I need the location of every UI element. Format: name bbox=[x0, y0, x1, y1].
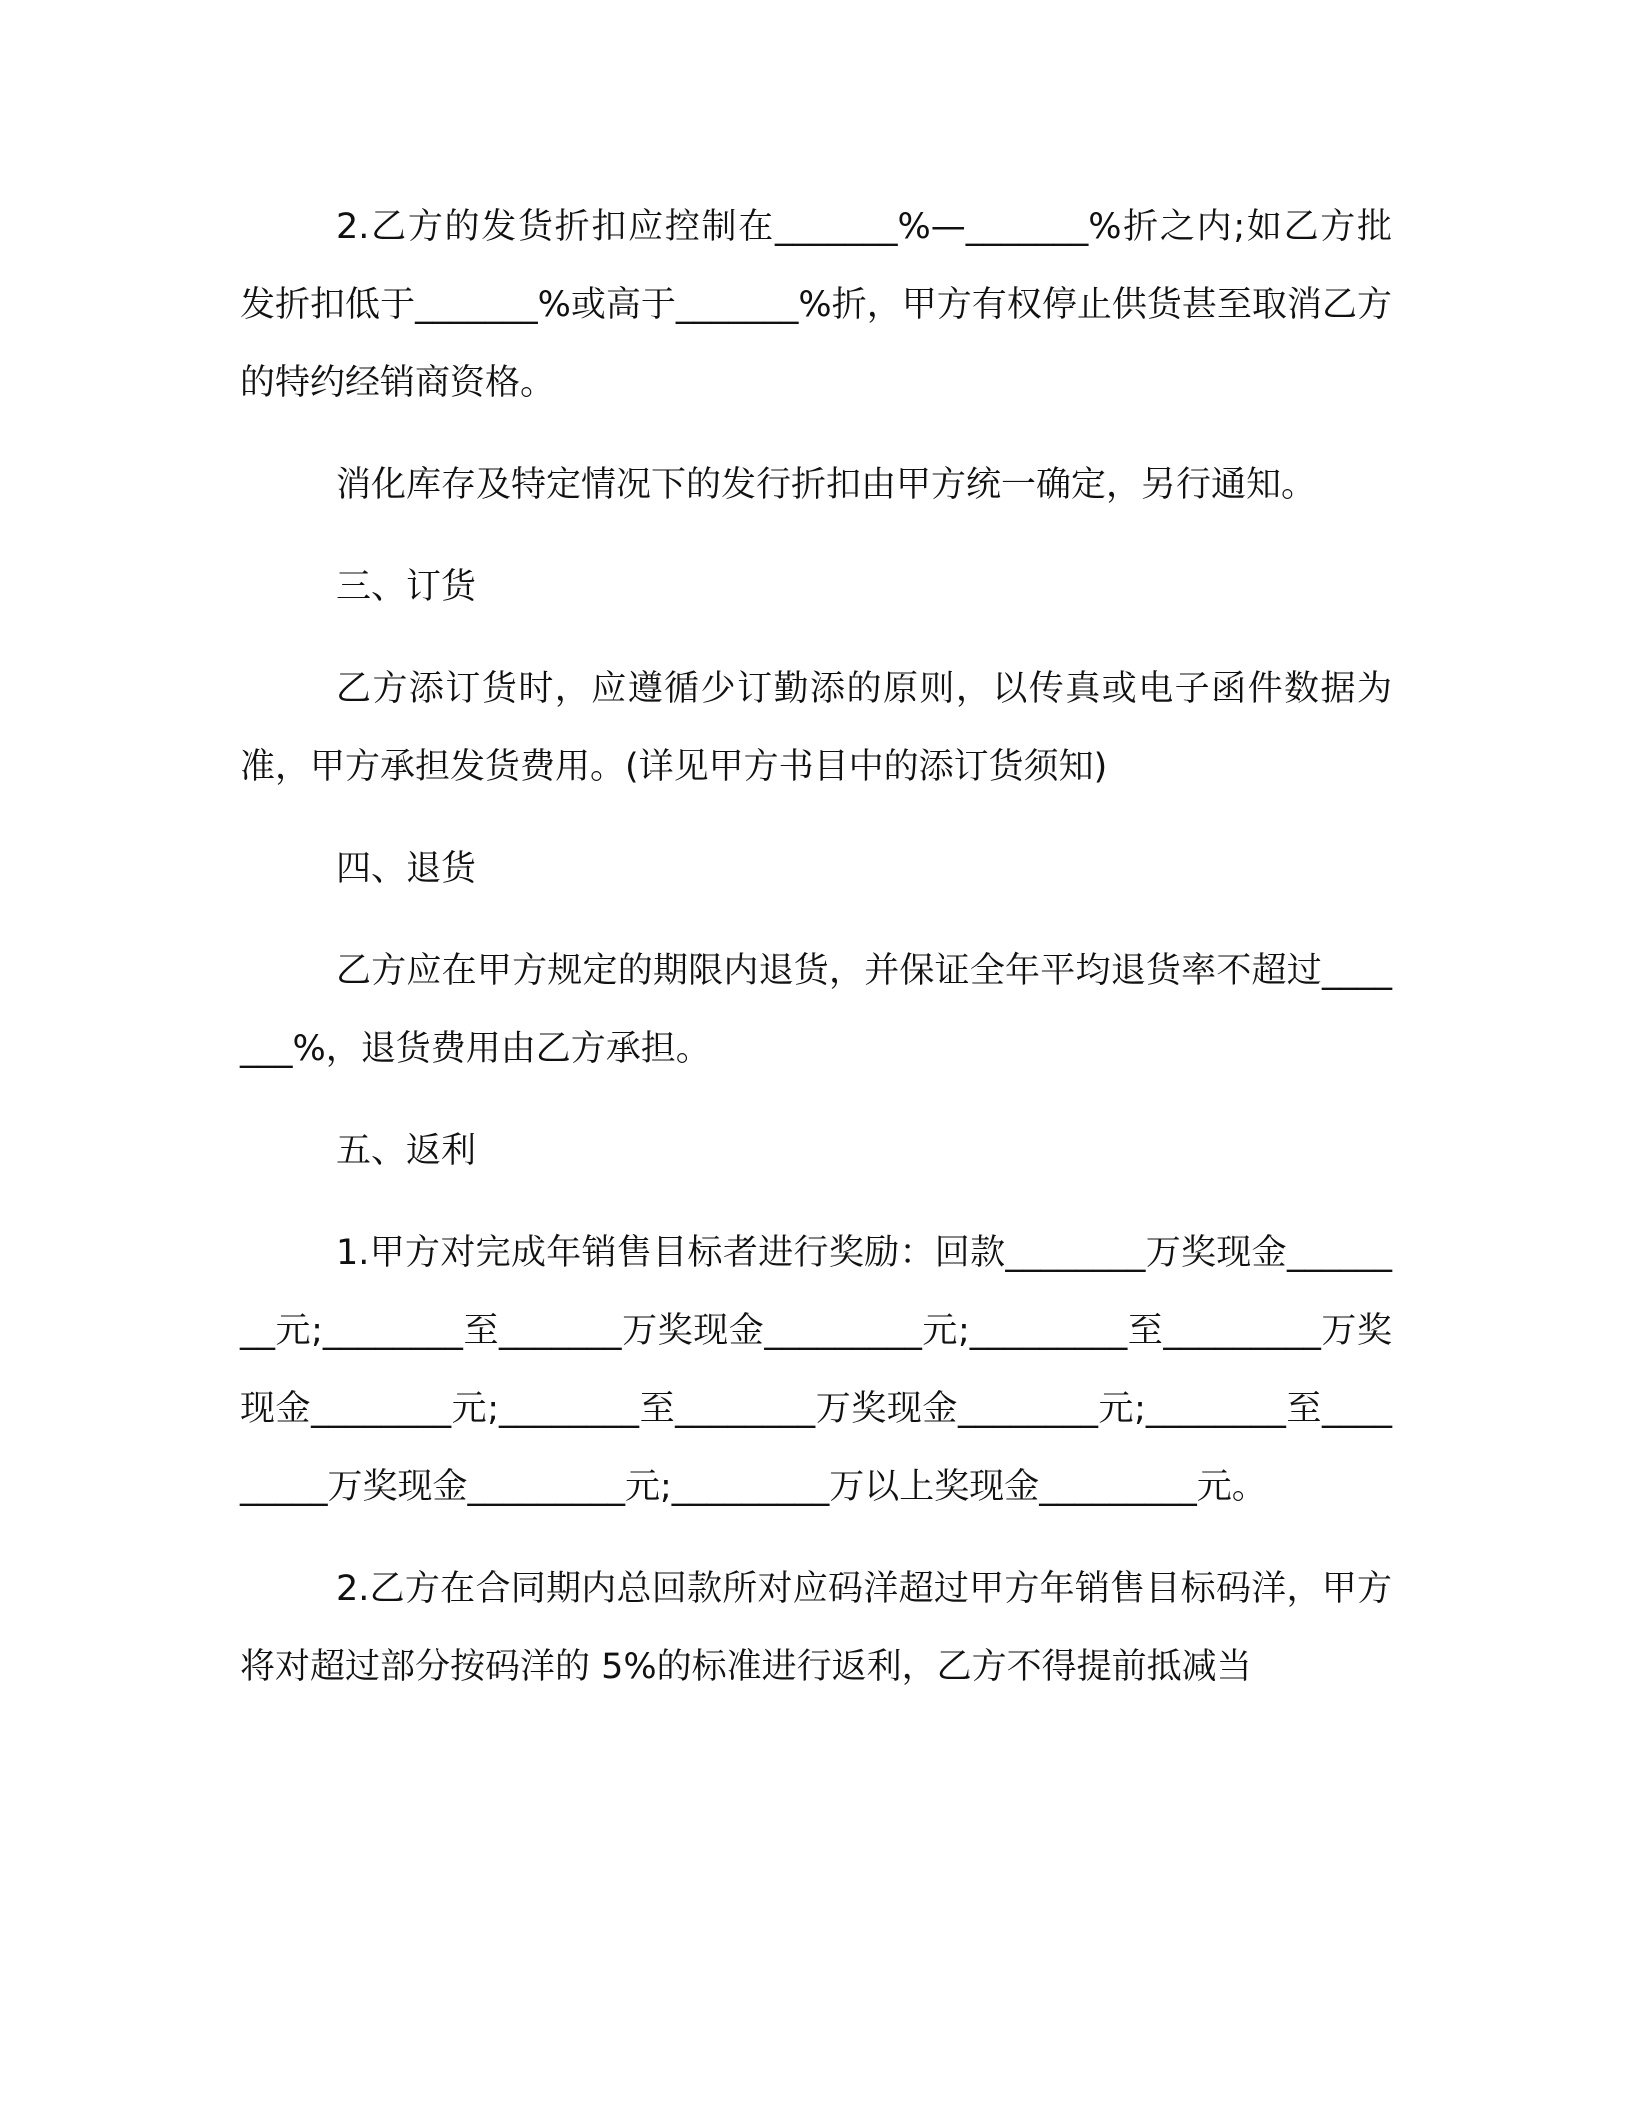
section-heading-ordering: 三、订货 bbox=[336, 567, 477, 607]
section-heading-rebates: 五、返利 bbox=[336, 1131, 477, 1171]
paragraph-inventory-discount: 消化库存及特定情况下的发行折扣由甲方统一确定，另行通知。 bbox=[336, 465, 1317, 505]
section-heading-returns: 四、退货 bbox=[336, 849, 477, 889]
paragraph-returns: 乙方应在甲方规定的期限内退货，并保证全年平均退货率不超过_______%，退货费用由乙方承担。 bbox=[240, 951, 1392, 1069]
paragraph-rebate-excess: 2.乙方在合同期内总回款所对应码洋超过甲方年销售目标码洋，甲方将对超过部分按码洋的 5%的标准进行返利，乙方不得提前抵减当 bbox=[240, 1569, 1392, 1687]
paragraph-rebate-rewards: 1.甲方对完成年销售目标者进行奖励：回款________万奖现金________元;________至_______万奖现金_________元;_________至_________万奖现金________元;________至________万奖现金________元;________至_________万奖现金_________元;_________万以上奖现金_________元。 bbox=[240, 1233, 1392, 1507]
document-body bbox=[240, 188, 1392, 1730]
paragraph-ordering: 乙方添订货时，应遵循少订勤添的原则，以传真或电子函件数据为准，甲方承担发货费用。(详见甲方书目中的添订货须知) bbox=[240, 669, 1392, 787]
paragraph-discount-control: 2.乙方的发货折扣应控制在_______%—_______%折之内;如乙方批发折扣低于_______%或高于_______%折，甲方有权停止供货甚至取消乙方的特约经销商资格。 bbox=[240, 207, 1392, 403]
